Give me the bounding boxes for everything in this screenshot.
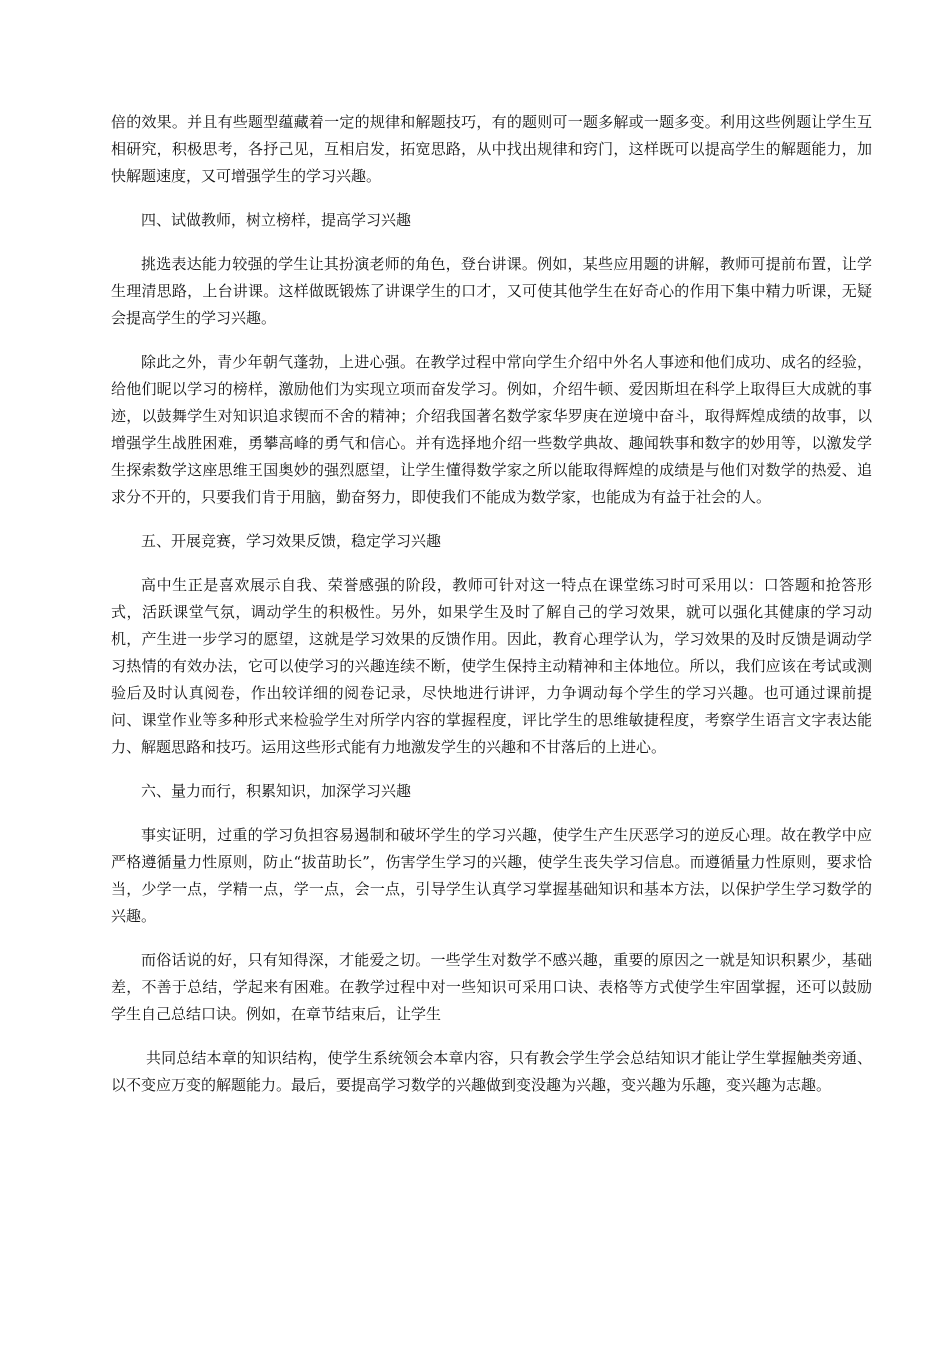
paragraph: 挑选表达能力较强的学生让其扮演老师的角色，登台讲课。例如，某些应用题的讲解，教师可提前布置，让学生理清思路，上台讲课。这样做既锻炼了讲课学生的口才，又可使其他学生在好奇心的作用下集中精力听课，无疑会提高学生的学习兴趣。 [111,255,872,327]
section-heading-5: 五、开展竞赛，学习效果反馈，稳定学习兴趣 [141,532,442,550]
paragraph: 除此之外，青少年朝气蓬勃，上进心强。在教学过程中常向学生介绍中外名人事迹和他们成功、成名的经验，给他们昵以学习的榜样，激励他们为实现立项而奋发学习。例如，介绍牛顿、爱因斯坦在科学上取得巨大成就的事迹，以鼓舞学生对知识追求锲而不舍的精神；介绍我国著名数学家华罗庚在逆境中奋斗，取得辉煌成绩的故事，以增强学生战胜困难，勇攀高峰的勇气和信心。并有选择地介绍一些数学典故、趣闻轶事和数字的妙用等，以激发学生探索数学这座思维王国奥妙的强烈愿望，让学生懂得数学家之所以能取得辉煌的成绩是与他们对数学的热爱、追求分不开的，只要我们肯于用脑，勤奋努力，即使我们不能成为数学家，也能成为有益于社会的人。 [111,353,872,506]
paragraph-continuation: 倍的效果。并且有些题型蕴藏着一定的规律和解题技巧，有的题则可一题多解或一题多变。利用这些例题让学生互相研究，积极思考，各抒己见，互相启发，拓宽思路，从中找出规律和窍门，这样既可以提高学生的解题能力，加快解题速度，又可增强学生的学习兴趣。 [111,113,872,185]
paragraph: 而俗话说的好，只有知得深，才能爱之切。一些学生对数学不感兴趣，重要的原因之一就是知识积累少，基础差，不善于总结，学起来有困难。在教学过程中对一些知识可采用口诀、表格等方式使学生牢固掌握，还可以鼓励学生自己总结口诀。例如，在章节结束后，让学生 [111,951,872,1023]
section-heading-4: 四、试做教师，树立榜样，提高学习兴趣 [141,211,412,229]
paragraph: 事实证明，过重的学习负担容易遏制和破坏学生的学习兴趣，使学生产生厌恶学习的逆反心理。故在教学中应严格遵循量力性原则，防止“拔苗助长”，伤害学生学习的兴趣，使学生丧失学习信息。而遵循量力性原则，要求恰当，少学一点，学精一点，学一点，会一点，引导学生认真学习掌握基础知识和基本方法，以保护学生学习数学的兴趣。 [111,826,872,925]
paragraph: 共同总结本章的知识结构，使学生系统领会本章内容，只有教会学生学会总结知识才能让学生掌握触类旁通、以不变应万变的解题能力。最后，要提高学习数学的兴趣做到变没趣为兴趣，变兴趣为乐趣，变兴趣为志趣。 [111,1049,872,1094]
paragraph: 高中生正是喜欢展示自我、荣誉感强的阶段，教师可针对这一特点在课堂练习时可采用以：口答题和抢答形式，活跃课堂气氛，调动学生的积极性。另外，如果学生及时了解自己的学习效果，就可以强化其健康的学习动机，产生进一步学习的愿望，这就是学习效果的反馈作用。因此，教育心理学认为，学习效果的及时反馈是调动学习热情的有效办法，它可以使学习的兴趣连续不断，使学生保持主动精神和主体地位。所以，我们应该在考试或测验后及时认真阅卷，作出较详细的阅卷记录，尽快地进行讲评，力争调动每个学生的学习兴趣。也可通过课前提问、课堂作业等多种形式来检验学生对所学内容的掌握程度，评比学生的思维敏捷程度，考察学生语言文字表达能力、解题思路和技巧。运用这些形式能有力地激发学生的兴趣和不甘落后的上进心。 [111,576,872,756]
section-heading-6: 六、量力而行，积累知识，加深学习兴趣 [141,782,412,800]
